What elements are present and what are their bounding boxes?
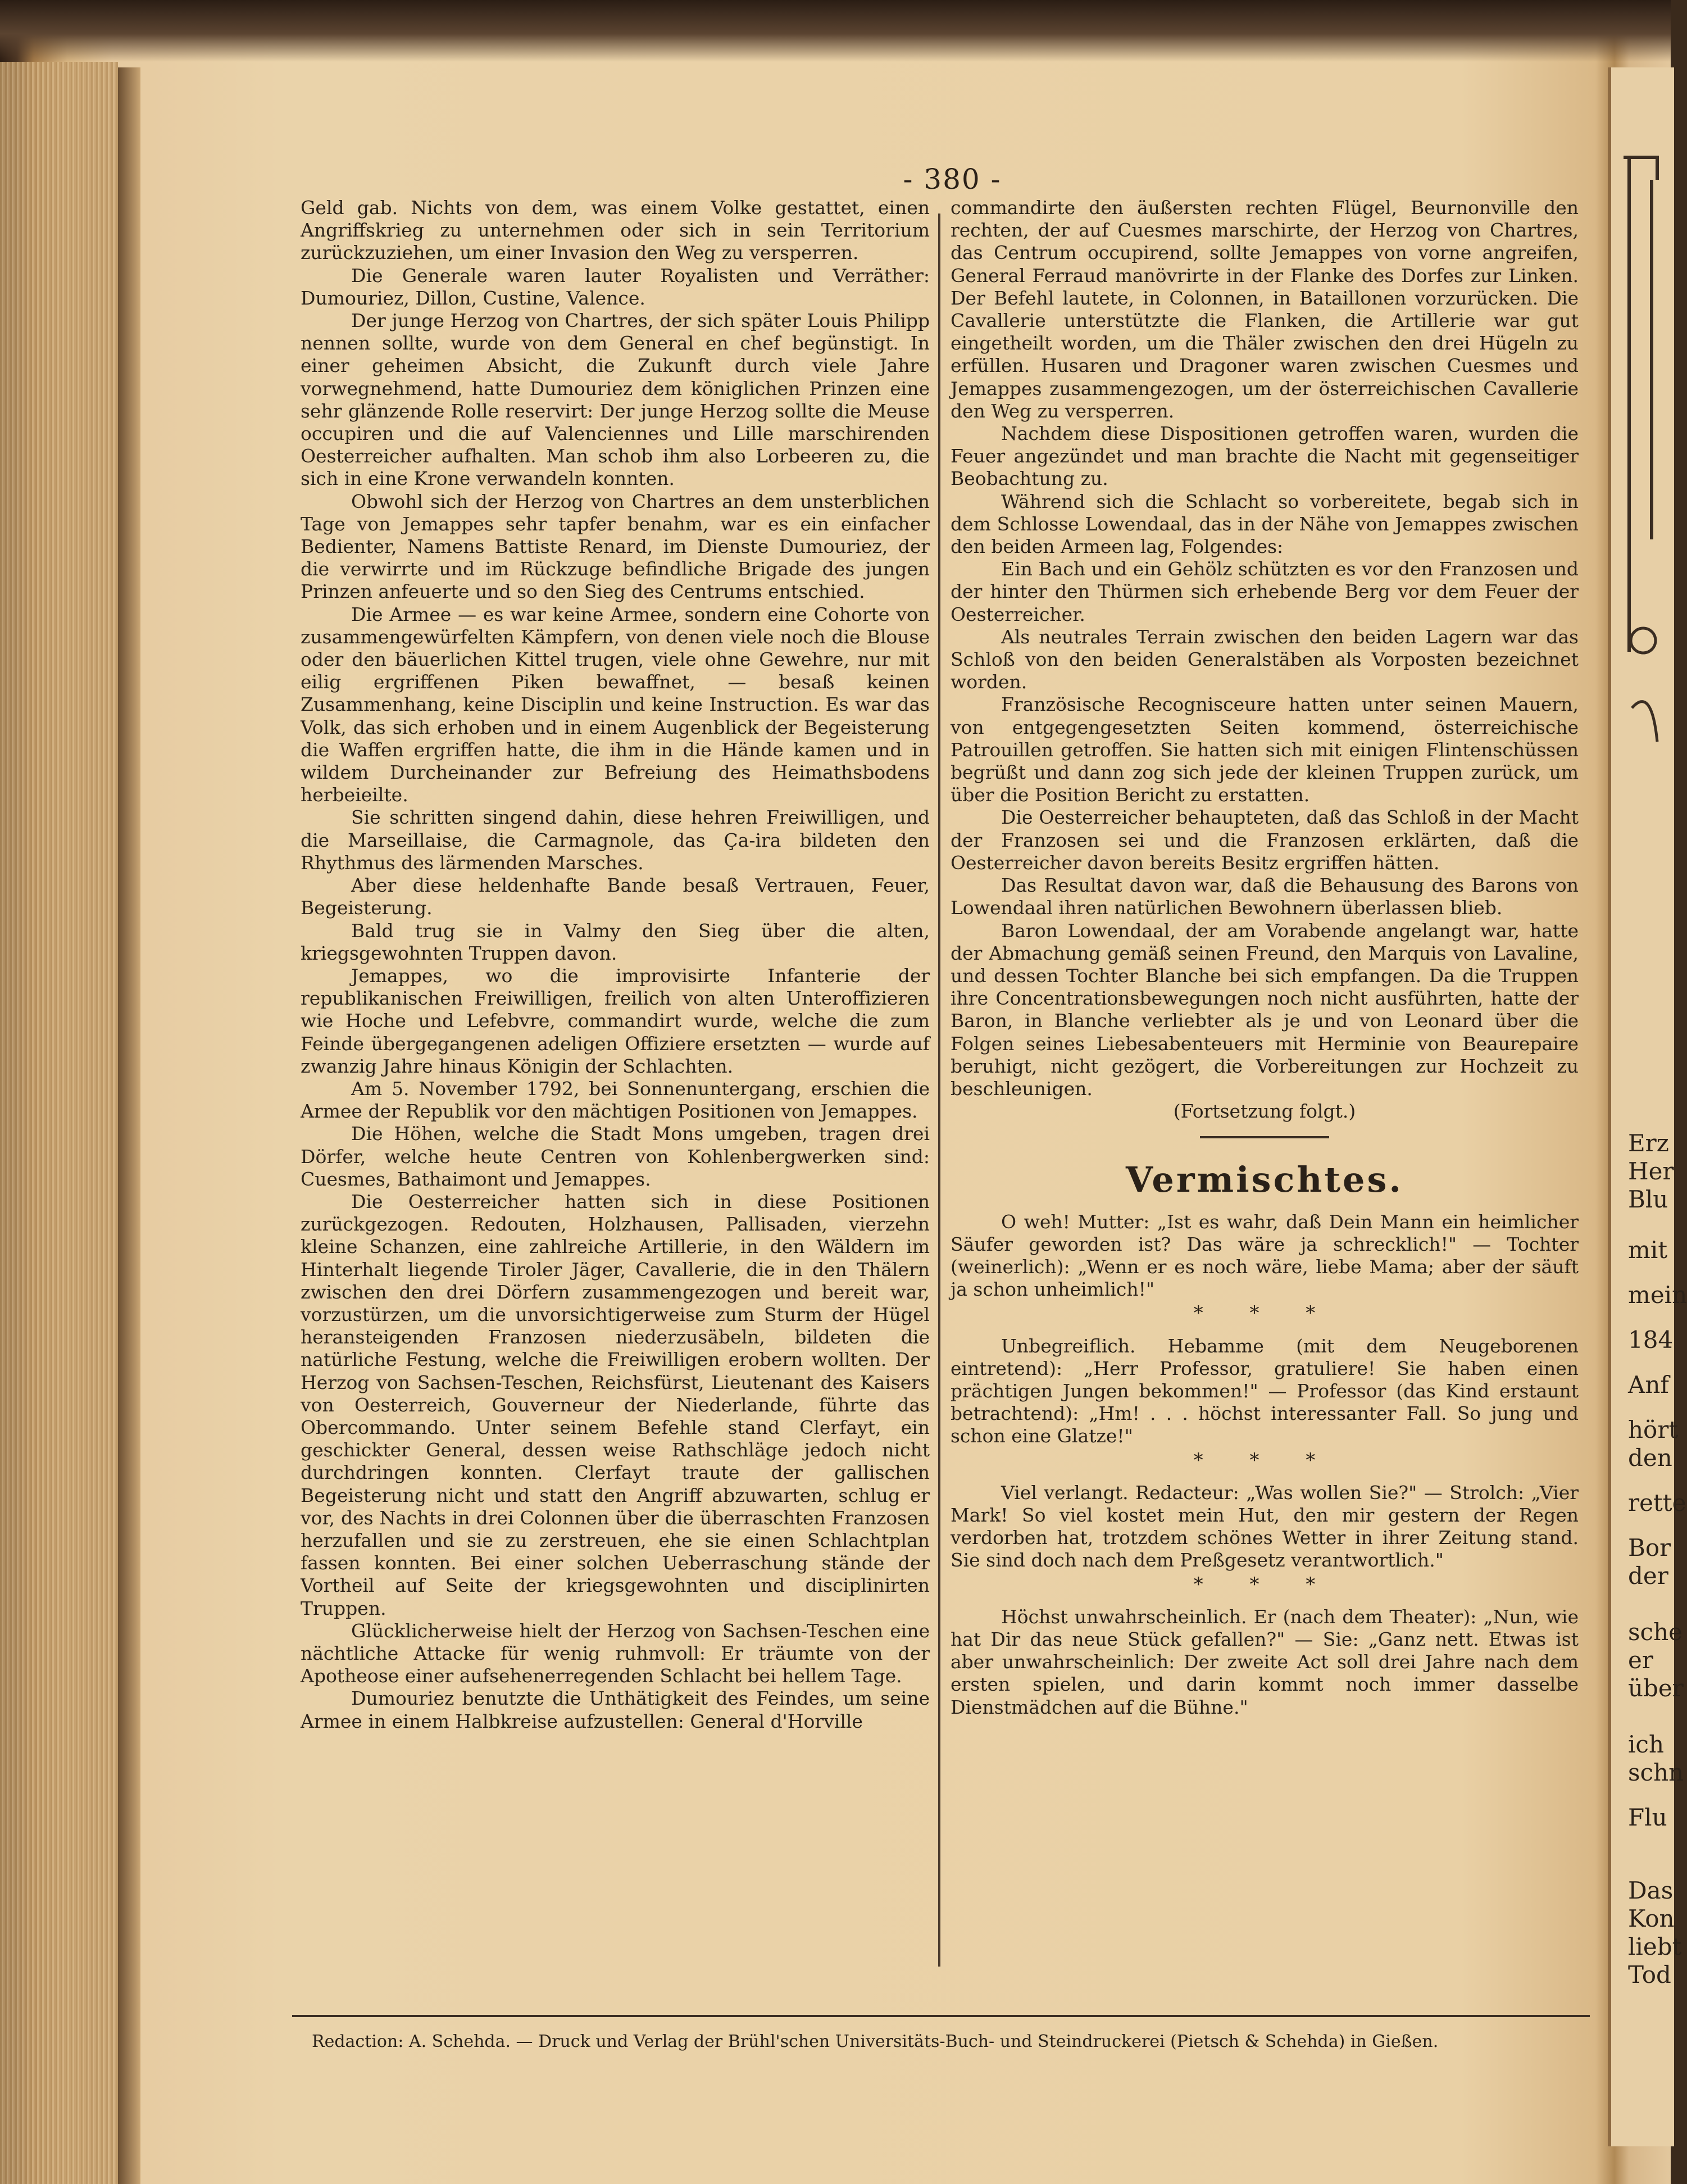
paragraph: Die Oesterreicher behaupteten, daß das Schloß in der Macht der Franzosen sei und die Franzosen erklärten, daß die Oesterreicher davon bereits Besitz ergriffen hätten. bbox=[951, 806, 1579, 874]
paragraph: Nachdem diese Dispositionen getroffen waren, wurden die Feuer angezündet und man brachte die Nacht mit gegenseitiger Beobachtung zu. bbox=[951, 423, 1579, 490]
fragment: 184 bbox=[1628, 1326, 1674, 1354]
anecdote: O weh! Mutter: „Ist es wahr, daß Dein Mann ein heimlicher Säufer geworden ist? Das wäre ja schrecklich!" — Tochter (weinerlich): „Wenn er es noch wäre, liebe Mama; aber der säuft ja schon unheimlich!" bbox=[951, 1210, 1579, 1301]
star-separator: * * * bbox=[1193, 1302, 1336, 1325]
continuation-note: (Fortsetzung folgt.) bbox=[1173, 1100, 1356, 1123]
paragraph: Die Höhen, welche die Stadt Mons umgeben, tragen drei Dörfer, welche heute Centren von Kohlenbergwerken sind: Cuesmes, Bathaimont und Jemappes. bbox=[301, 1123, 930, 1190]
anecdote: Höchst unwahrscheinlich. Er (nach dem Theater): „Nun, wie hat Dir das neue Stück gefallen?" — Sie: „Ganz nett. Etwas ist aber unwahrscheinlich: Der zweite Act soll drei Jahre nach dem ersten spielen, und darin kommt noch immer dasselbe Dienstmädchen auf die Bühne." bbox=[951, 1605, 1579, 1718]
paragraph: Die Oesterreicher hatten sich in diese Positionen zurückgezogen. Redouten, Holzhausen, Pallisaden, vierzehn kleine Schanzen, eine zahlreiche Artillerie, in den Wäldern im Hinterhalt liegende Tiroler Jäger, Cavallerie, die in den Thälern zwischen den drei Dörfern zusammengezogen und bereit war, vorzustürzen, um die unvorsichtigerweise zum Sturm der Hügel heransteigenden Franzosen niederzusäbeln, bildeten die natürliche Festung, welche die Freiwilligen erobern wollten. Der Herzog von Sachsen-Teschen, Reichsfürst, Lieutenant des Kaisers von Oesterreich, Gouverneur der Niederlande, führte das Obercommando. Unter seinem Befehle stand Clerfayt, ein geschickter General, dessen weise Rathschläge jedoch nicht durchdringen konnten. Clerfayt traute der gallischen Begeisterung nicht und statt den Angriff abzuwarten, schlug er vor, des Nachts in drei Colonnen über die überraschten Franzosen herzufallen und sie zu zerstreuen, ehe sie einen Schlachtplan fassen konnten. Bei einer solchen Ueberraschung stände der Vortheil auf Seite der kriegsgewohnten und disciplinirten Truppen. bbox=[301, 1190, 930, 1619]
star-separator: * * * bbox=[1193, 1449, 1336, 1472]
anecdote: Unbegreiflich. Hebamme (mit dem Neugeborenen eintretend): „Herr Professor, gratuliere! Sie haben einen prächtigen Jungen bekommen!" — Professor (das Kind erstaunt betrachtend): „Hm! . . . höchst interessanter Fall. So jung und schon eine Glatze!" bbox=[951, 1334, 1579, 1447]
paragraph: Bald trug sie in Valmy den Sieg über die alten, kriegsgewohnten Truppen davon. bbox=[301, 919, 930, 964]
column-divider bbox=[938, 214, 940, 1967]
star-separator: * * * bbox=[1193, 1573, 1336, 1596]
fragment: rette bbox=[1628, 1489, 1686, 1516]
ornament-icon bbox=[1618, 146, 1663, 764]
right-column bbox=[951, 197, 1579, 1719]
paragraph: Jemappes, wo die improvisirte Infanterie der republikanischen Freiwilligen, freilich von alten Unteroffizieren wie Hoche und Lefebvre, commandirt wurde, welche die zum Feinde übergegangenen adeligen Offiziere ersetzten — wurde auf zwanzig Jahre hinaus Königin der Schlachten. bbox=[301, 964, 930, 1077]
fragment: er bbox=[1628, 1646, 1653, 1674]
imprint-footer: Redaction: A. Schehda. — Druck und Verlag der Brühl'schen Universitäts-Buch- und Steindruckerei (Pietsch & Schehda) in Gießen. bbox=[312, 2032, 1439, 2051]
fragment: Tod bbox=[1628, 1961, 1671, 1988]
fragment: Blu bbox=[1628, 1186, 1668, 1213]
fragment: Flu bbox=[1628, 1804, 1667, 1831]
fragment: Her bbox=[1628, 1157, 1674, 1185]
section-rule bbox=[1200, 1136, 1329, 1138]
book-page-edges bbox=[0, 62, 118, 2184]
paragraph: Während sich die Schlacht so vorbereitete, begab sich in dem Schlosse Lowendaal, das in der Nähe von Jemappes zwischen den beiden Armeen lag, Folgendes: bbox=[951, 490, 1579, 558]
paragraph: Dumouriez benutzte die Unthätigkeit des Feindes, um seine Armee in einem Halbkreise aufzustellen: General d'Horville bbox=[301, 1687, 930, 1732]
fragment: sche bbox=[1628, 1618, 1683, 1646]
paragraph: Obwohl sich der Herzog von Chartres an dem unsterblichen Tage von Jemappes sehr tapfer benahm, war es ein einfacher Bedienter, Namens Battiste Renard, im Dienste Dumouriez, der die verwirrte und im Rückzuge befindliche Brigade des jungen Prinzen anfeuerte und so den Sieg des Centrums entschied. bbox=[301, 490, 930, 603]
paragraph: commandirte den äußersten rechten Flügel, Beurnonville den rechten, der auf Cuesmes marschirte, der Herzog von Chartres, das Centrum occupirend, sollte Jemappes von vorne angreifen, General Ferraud manövrirte in der Flanke des Dorfes zur Linken. Der Befehl lautete, in Colonnen, in Bataillonen vorzurücken. Die Cavallerie unterstützte die Flanken, die Artillerie war gut eingetheilt worden, um die Thäler zwischen den drei Hügeln zu erfüllen. Husaren und Dragoner waren zwischen Cuesmes und Jemappes zusammengezogen, um der österreichischen Cavallerie den Weg zu versperren. bbox=[951, 197, 1579, 422]
section-heading: Vermischtes. bbox=[1126, 1159, 1403, 1201]
paragraph: Der junge Herzog von Chartres, der sich später Louis Philipp nennen sollte, wurde von dem General en chef begünstigt. In einer geheimen Absicht, die Zukunft durch viele Jahre vorwegnehmend, hatte Dumouriez dem königlichen Prinzen eine sehr glänzende Rolle reservirt: Der junge Herzog sollte die Meuse occupiren und die auf Valenciennes und Lille marschirenden Oesterreicher aufhalten. Man schob ihm also Lorbeeren zu, die sich in eine Krone verwandeln konnten. bbox=[301, 310, 930, 490]
anecdote: Viel verlangt. Redacteur: „Was wollen Sie?" — Strolch: „Vier Mark! So viel kostet mein Hut, den mir gestern der Regen verdorben hat, trotzdem schönes Wetter in ihrer Zeitung stand. Sie sind doch nach dem Preßgesetz verantwortlich." bbox=[951, 1481, 1579, 1572]
fragment: Bor bbox=[1628, 1534, 1671, 1561]
fragment: liebt bbox=[1628, 1933, 1682, 1960]
left-column bbox=[301, 197, 930, 1733]
fragment: ich bbox=[1628, 1731, 1665, 1758]
paragraph: Ein Bach und ein Gehölz schützten es vor den Franzosen und der hinter den Thürmen sich erhebende Berg vor dem Feuer der Oesterreicher. bbox=[951, 558, 1579, 625]
fragment: mit bbox=[1628, 1236, 1668, 1264]
paragraph: Glücklicherweise hielt der Herzog von Sachsen-Teschen eine nächtliche Attacke für wenig ruhmvoll: Er träumte von der Apotheose einer aufsehenerregenden Schlacht bei hellem Tage. bbox=[301, 1619, 930, 1687]
fragment: Das bbox=[1628, 1877, 1674, 1904]
fragment: Erz bbox=[1628, 1129, 1669, 1157]
page-number: - 380 - bbox=[903, 163, 1002, 196]
fragment: Anf bbox=[1628, 1371, 1669, 1399]
paragraph: Französische Recognisceure hatten unter seinen Mauern, von entgegengesetzten Seiten kommend, österreichische Patrouillen getroffen. Sie hatten sich mit einigen Flintenschüssen begrüßt und dann zog sich jede der kleinen Truppen zurück, um über die Position Bericht zu erstatten. bbox=[951, 693, 1579, 806]
fragment: über bbox=[1628, 1674, 1684, 1702]
page-top-shadow bbox=[0, 0, 1671, 62]
paragraph: Das Resultat davon war, daß die Behausung des Barons von Lowendaal ihren natürlichen Bewohnern überlassen blieb. bbox=[951, 874, 1579, 919]
fragment: den bbox=[1628, 1444, 1672, 1472]
fragment: schn bbox=[1628, 1759, 1684, 1786]
paragraph: Die Armee — es war keine Armee, sondern eine Cohorte von zusammengewürfelten Kämpfern, von denen viele noch die Blouse oder den bäuerlichen Kittel trugen, viele ohne Gewehre, nur mit eilig ergriffenen Piken bewaffnet, — besaß keinen Zusammenhang, keine Disciplin und keine Instruction. Es war das Volk, das sich erhoben und in einem Augenblick der Begeisterung die Waffen ergriffen hatte, die ihm in die Hände kamen und in wildem Durcheinander zur Befreiung des Heimathsbodens herbeieilte. bbox=[301, 603, 930, 806]
fragment: Kon bbox=[1628, 1905, 1675, 1932]
paragraph: Geld gab. Nichts von dem, was einem Volke gestattet, einen Angriffskrieg zu unternehmen oder sich in sein Territorium zurückzuziehen, um einer Invasion den Weg zu versperren. bbox=[301, 197, 930, 264]
paragraph: Baron Lowendaal, der am Vorabende angelangt war, hatte der Abmachung gemäß seinen Freund, den Marquis von Lavaline, und dessen Tochter Blanche bei sich empfangen. Da die Truppen ihre Concentrationsbewegungen noch nicht ausführten, hatte der Baron, in Blanche verliebter als je und von Leonard über die Folgen seines Liebesabenteuers mit Herminie von Beaurepaire beruhigt, nicht gezögert, die Vorbereitungen zur Hochzeit zu beschleunigen. bbox=[951, 919, 1579, 1100]
fragment: der bbox=[1628, 1562, 1668, 1590]
fragment: mein bbox=[1628, 1281, 1687, 1309]
fragment: hört bbox=[1628, 1416, 1679, 1443]
paragraph: Als neutrales Terrain zwischen den beiden Lagern war das Schloß von den beiden Generalstäben als Vorposten bezeichnet worden. bbox=[951, 625, 1579, 693]
paragraph: Am 5. November 1792, bei Sonnenuntergang, erschien die Armee der Republik vor den mächtigen Positionen von Jemappes. bbox=[301, 1077, 930, 1123]
footer-rule bbox=[292, 2015, 1590, 2017]
paragraph: Sie schritten singend dahin, diese hehren Freiwilligen, und die Marseillaise, die Carmagnole, das Ça-ira bildeten den Rhythmus des lärmenden Marsches. bbox=[301, 806, 930, 874]
paragraph: Aber diese heldenhafte Bande besaß Vertrauen, Feuer, Begeisterung. bbox=[301, 874, 930, 919]
paragraph: Die Generale waren lauter Royalisten und Verräther: Dumouriez, Dillon, Custine, Valence. bbox=[301, 264, 930, 309]
book-gutter bbox=[118, 67, 140, 2184]
